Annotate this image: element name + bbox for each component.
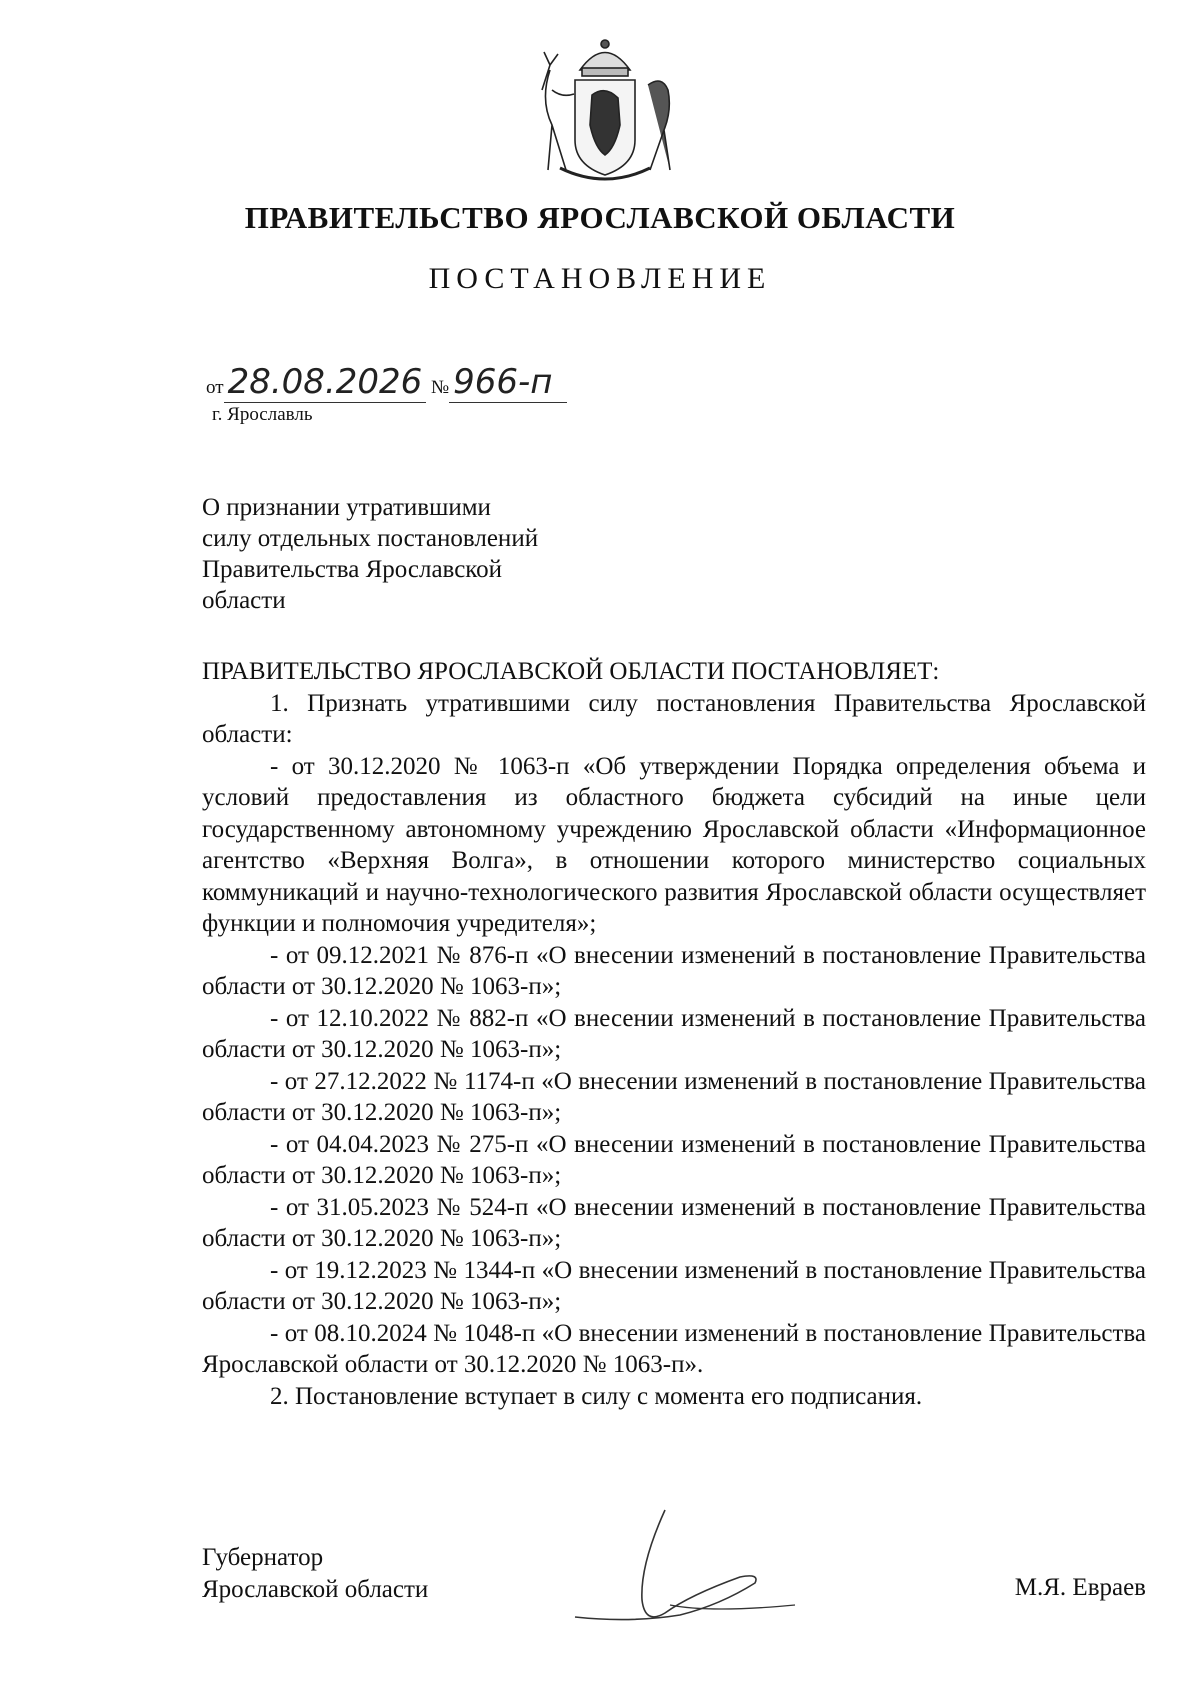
repealed-act-item: - от 08.10.2024 № 1048-п «О внесении изменений в постановление Правительства Ярославской области от 30.12.2020 № 1063-п».: [202, 1319, 1146, 1378]
repealed-act-item: - от 27.12.2022 № 1174-п «О внесении изменений в постановление Правительства области от 30.12.2020 № 1063-п»;: [202, 1067, 1146, 1126]
repealed-act-item: - от 12.10.2022 № 882-п «О внесении изменений в постановление Правительства области от 30.12.2020 № 1063-п»;: [202, 1004, 1146, 1063]
repealed-act-item: - от 19.12.2023 № 1344-п «О внесении изменений в постановление Правительства области от 30.12.2020 № 1063-п»;: [202, 1256, 1146, 1315]
coat-of-arms-icon: [530, 30, 680, 190]
clause-1: 1. Признать утратившими силу постановления Правительства Ярославской области:: [202, 689, 1146, 748]
subject-line: О признании утратившими: [202, 494, 491, 521]
issuing-authority: ПРАВИТЕЛЬСТВО ЯРОСЛАВСКОЙ ОБЛАСТИ: [244, 200, 956, 235]
handwritten-signature-icon: [570, 1505, 800, 1635]
document-number: 966-п: [453, 362, 553, 402]
position-line: Ярославской области: [202, 1576, 429, 1603]
clause-2: 2. Постановление вступает в силу с момента его подписания.: [270, 1382, 923, 1410]
repealed-act-item: - от 04.04.2023 № 275-п «О внесении изменений в постановление Правительства области от 30.12.2020 № 1063-п»;: [202, 1130, 1146, 1189]
position-line: Губернатор: [202, 1544, 324, 1571]
repealed-act-item: - от 09.12.2021 № 876-п «О внесении изменений в постановление Правительства области от 30.12.2020 № 1063-п»;: [202, 941, 1146, 1000]
signatory-name: М.Я. Евраев: [1014, 1574, 1146, 1601]
date-prefix: от: [206, 377, 224, 398]
signatory-position: [202, 1542, 428, 1606]
subject-line: области: [202, 587, 286, 614]
date-number-line: [206, 362, 567, 403]
issue-city: г. Ярославль: [212, 404, 313, 425]
document-date: 28.08.2026: [227, 362, 423, 402]
document-body: [202, 656, 1146, 1412]
preamble: ПРАВИТЕЛЬСТВО ЯРОСЛАВСКОЙ ОБЛАСТИ ПОСТАНОВЛЯЕТ:: [202, 658, 940, 685]
document-subject: [202, 492, 622, 616]
number-prefix: №: [430, 377, 450, 398]
repealed-act-item: - от 31.05.2023 № 524-п «О внесении изменений в постановление Правительства области от 30.12.2020 № 1063-п»;: [202, 1193, 1146, 1252]
document-type: ПОСТАНОВЛЕНИЕ: [428, 262, 772, 295]
repealed-act-item: - от 30.12.2020 № 1063-п «Об утверждении Порядка определения объема и условий предоставления из областного бюджета субсидий на иные цели государственному автономному учреждению Ярославской области «Информационное агентство «Верхняя Волга», в отношении которого министерство социальных коммуникаций и научно-технологического развития Ярославской области осуществляет функции и полномочия учредителя»;: [202, 752, 1146, 937]
subject-line: силу отдельных постановлений: [202, 525, 539, 552]
subject-line: Правительства Ярославской: [202, 556, 503, 583]
